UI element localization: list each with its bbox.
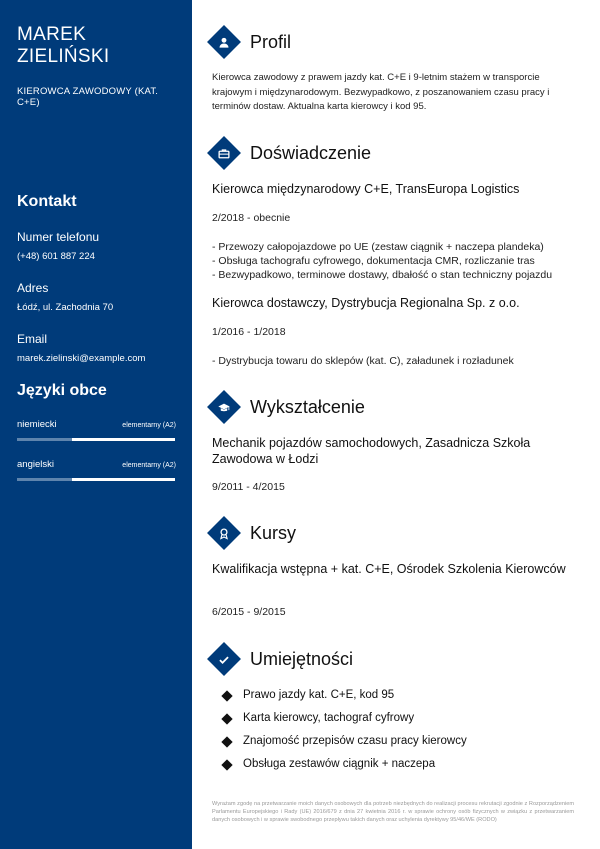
address-label: Adres <box>17 281 49 295</box>
job-duties <box>212 240 574 282</box>
education-heading: Mechanik pojazdów samochodowych, Zasadnicza Szkoła Zawodowa w Łodzi <box>212 436 531 466</box>
graduation-cap-icon <box>218 401 231 414</box>
language-item <box>17 419 176 441</box>
section-title-profile: Profil <box>250 31 292 52</box>
section-diamond <box>207 136 241 170</box>
section-header-education <box>208 395 365 419</box>
person-icon <box>218 36 231 49</box>
skill-item <box>212 684 574 707</box>
language-level-bar <box>17 478 175 481</box>
skill-text: Znajomość przepisów czasu pracy kierowcy <box>243 735 467 747</box>
job-duty-line: - Dystrybucja towaru do sklepów (kat. C), załadunek i rozładunek <box>212 355 514 367</box>
profile-text: Kierowca zawodowy z prawem jazdy kat. C+E i 9-letnim stażem w transporcie krajowym i międzynarodowym. Bezwypadkowo, z poszanowaniem czasu pracy i terminów dostaw. Aktualna karta kierowcy i kod 95. <box>212 72 550 112</box>
language-level-fill <box>17 438 72 441</box>
course-date: 6/2015 - 9/2015 <box>212 606 286 618</box>
language-level-fill <box>17 478 72 481</box>
language-item <box>17 459 176 481</box>
job-duties <box>212 354 574 368</box>
job-date: 2/2018 - obecnie <box>212 212 291 224</box>
email-value: marek.zielinski@example.com <box>17 353 146 364</box>
job-duty-line: - Bezwypadkowo, terminowe dostawy, dbałość o stan techniczny pojazdu <box>212 269 553 281</box>
gdpr-consent-clause: Wyrażam zgodę na przetwarzanie moich danych osobowych dla potrzeb niezbędnych do realizacji procesu rekrutacji zgodnie z Rozporządzeniem Parlamentu Europejskiego i Rady (UE) 2016/679 z dnia 27 kwietnia 2016 r. w sprawie ochrony osób fizycznych w związku z przetwarzaniem danych osobowych i w sprawie swobodnego przepływu takich danych oraz uchylenia dyrektywy 95/46/WE (RODO) <box>212 801 574 823</box>
email-label: Email <box>17 332 48 346</box>
skill-item <box>212 753 574 776</box>
language-level: elementarny (A2) <box>122 422 176 429</box>
candidate-name: MAREK ZIELIŃSKI <box>17 24 110 67</box>
languages-heading: Języki obce <box>17 382 107 399</box>
section-diamond <box>207 642 241 676</box>
briefcase-icon <box>218 147 231 160</box>
language-name: angielski <box>17 459 54 470</box>
skill-text: Prawo jazdy kat. C+E, kod 95 <box>243 689 395 701</box>
skill-item <box>212 730 574 753</box>
section-diamond <box>207 516 241 550</box>
skill-text: Obsługa zestawów ciągnik + naczepa <box>243 758 436 770</box>
sidebar <box>0 0 192 849</box>
section-title-skills: Umiejętności <box>250 648 354 669</box>
section-title-education: Wykształcenie <box>250 396 365 417</box>
diamond-bullet-icon <box>221 713 232 724</box>
address-value: Łódź, ul. Zachodnia 70 <box>17 302 114 313</box>
diamond-bullet-icon <box>221 736 232 747</box>
section-header-experience <box>208 141 371 165</box>
checkmark-icon <box>218 653 231 666</box>
course-heading: Kwalifikacja wstępna + kat. C+E, Ośrodek Szkolenia Kierowców <box>212 562 566 576</box>
job-duty-line: - Przewozy całopojazdowe po UE (zestaw ciągnik + naczepa plandeka) <box>212 241 544 253</box>
education-date: 9/2011 - 4/2015 <box>212 481 285 493</box>
diamond-bullet-icon <box>221 690 232 701</box>
job-title: KIEROWCA ZAWODOWY (KAT. C+E) <box>17 86 159 108</box>
main-content <box>192 0 600 849</box>
language-name: niemiecki <box>17 419 57 430</box>
skills-list <box>212 684 574 776</box>
job-heading: Kierowca międzynarodowy C+E, TransEuropa Logistics <box>212 182 520 196</box>
section-header-profile <box>208 30 291 54</box>
diamond-bullet-icon <box>221 759 232 770</box>
skill-text: Karta kierowcy, tachograf cyfrowy <box>243 712 415 724</box>
skill-item <box>212 707 574 730</box>
job-date: 1/2016 - 1/2018 <box>212 326 286 338</box>
language-level-bar <box>17 438 175 441</box>
section-title-experience: Doświadczenie <box>250 142 372 163</box>
section-title-courses: Kursy <box>250 522 297 543</box>
section-header-skills <box>208 647 353 671</box>
section-header-courses <box>208 521 296 545</box>
job-duty-line: - Obsługa tachografu cyfrowego, dokumentacja CMR, rozliczanie tras <box>212 255 535 267</box>
section-diamond <box>207 390 241 424</box>
phone-label: Numer telefonu <box>17 230 100 244</box>
language-level: elementarny (A2) <box>122 462 176 469</box>
contact-heading: Kontakt <box>17 193 77 210</box>
job-heading: Kierowca dostawczy, Dystrybucja Regionalna Sp. z o.o. <box>212 296 520 310</box>
phone-value: (+48) 601 887 224 <box>17 251 95 262</box>
section-diamond <box>207 25 241 59</box>
award-icon <box>218 527 231 540</box>
